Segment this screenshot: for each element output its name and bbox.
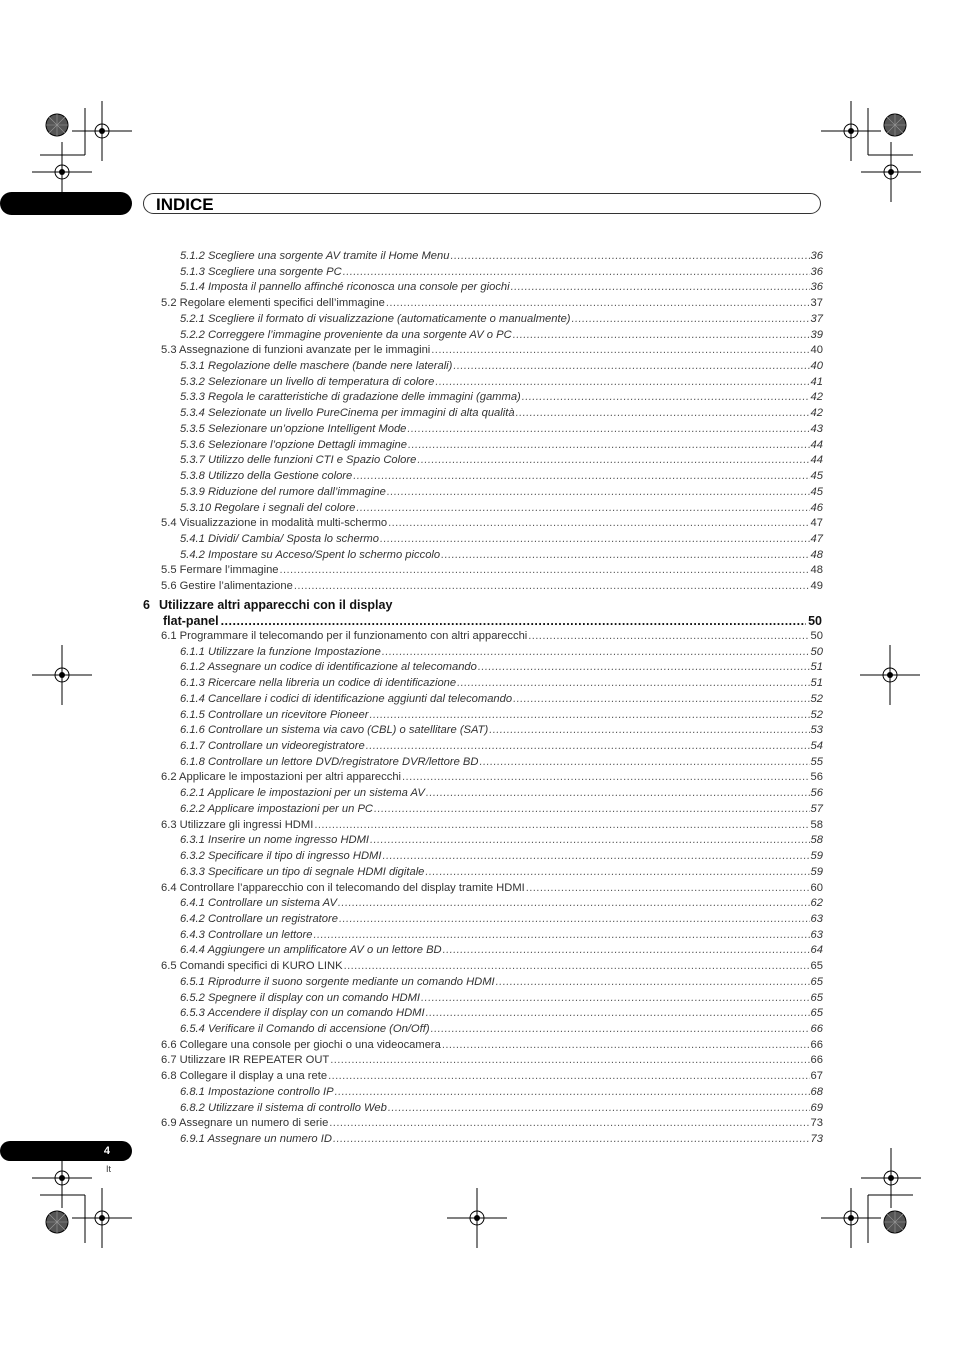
toc-entry-page: 66 — [810, 1038, 823, 1051]
dot-leader — [489, 722, 809, 738]
toc-entry-page: 58 — [810, 834, 823, 847]
dot-leader — [450, 248, 809, 264]
dot-leader — [313, 927, 809, 943]
dot-leader — [294, 578, 810, 594]
toc-entry[interactable] — [180, 374, 823, 390]
toc-entry[interactable] — [180, 437, 823, 453]
toc-entry[interactable] — [180, 311, 823, 327]
toc-entry-page: 69 — [810, 1101, 823, 1114]
dot-leader — [457, 675, 809, 691]
toc-entry[interactable] — [180, 832, 823, 848]
chapter-title-line1: Utilizzare altri apparecchi con il display — [159, 598, 393, 612]
toc-entry-page: 37 — [810, 297, 823, 310]
toc-entry-page: 65 — [810, 975, 823, 988]
toc-entry-page: 66 — [810, 1023, 823, 1035]
toc-entry-page: 47 — [810, 517, 823, 530]
toc-entry[interactable] — [180, 659, 823, 675]
toc-entry-label: 6.7 Utilizzare IR REPEATER OUT — [161, 1054, 330, 1067]
dot-leader — [408, 437, 810, 453]
dot-leader — [314, 817, 809, 833]
toc-entry[interactable] — [161, 515, 823, 531]
toc-entry[interactable] — [161, 295, 823, 311]
toc-entry-page: 48 — [810, 548, 823, 561]
toc-entry-label: 5.2 Regolare elementi specifici dell’immagine — [161, 297, 385, 310]
toc-entry-page: 58 — [810, 818, 823, 831]
toc-entry-label: 6.2 Applicare le impostazioni per altri apparecchi — [161, 771, 402, 784]
toc-entry[interactable] — [180, 547, 823, 563]
toc-entry-label: 5.3.6 Selezionare l’opzione Dettagli immagine — [180, 438, 407, 451]
toc-entry[interactable] — [161, 958, 823, 974]
toc-entry-page: 49 — [810, 580, 823, 593]
toc-entry[interactable] — [180, 1131, 823, 1147]
toc-entry-page: 59 — [810, 850, 823, 863]
dot-leader — [330, 1052, 809, 1068]
toc-entry-page: 45 — [810, 485, 823, 498]
dot-leader — [353, 468, 809, 484]
toc-entry-page: 52 — [810, 692, 823, 705]
toc-entry-page: 40 — [810, 360, 823, 373]
toc-entry-page: 36 — [810, 281, 823, 294]
toc-entry-page: 65 — [810, 1007, 823, 1020]
toc-entry-label: 6.1.2 Assegnare un codice di identificazione al telecomando — [180, 661, 477, 674]
toc-entry-page: 44 — [810, 438, 823, 451]
toc-entry[interactable] — [180, 911, 823, 927]
toc-entry[interactable] — [161, 1115, 823, 1131]
toc-entry-page: 45 — [810, 470, 823, 483]
toc-entry-page: 63 — [810, 912, 823, 925]
toc-entry-page: 41 — [810, 375, 823, 388]
toc-entry[interactable] — [161, 562, 823, 578]
toc-entry-page: 51 — [810, 677, 823, 690]
toc-entry-page: 50 — [810, 645, 823, 658]
toc-entry-page: 44 — [810, 454, 823, 467]
toc-entry-label: 6.8 Collegare il display a una rete — [161, 1070, 328, 1083]
toc-entry-page: 40 — [810, 344, 823, 357]
toc-entry-page: 50 — [810, 630, 823, 642]
toc-entry-page: 43 — [810, 422, 823, 435]
toc-entry[interactable] — [180, 531, 823, 547]
dot-leader — [417, 452, 809, 468]
toc-entry-label: 5.1.3 Scegliere una sorgente PC — [180, 265, 342, 278]
toc-entry-label: 6.2.2 Applicare impostazioni per un PC — [180, 802, 373, 815]
dot-leader — [380, 531, 810, 547]
toc-entry-page: 52 — [810, 708, 823, 721]
dot-leader — [328, 1068, 809, 1084]
page-title: INDICE — [156, 195, 214, 214]
toc-entry-page: 67 — [810, 1070, 823, 1083]
toc-entry-label: 6.4.1 Controllare un sistema AV — [180, 897, 337, 910]
chapter-number: 6 — [143, 598, 150, 612]
dot-leader — [528, 628, 809, 644]
toc-entry[interactable] — [180, 358, 823, 374]
toc-entry[interactable] — [180, 279, 823, 295]
toc-entry-page: 56 — [810, 787, 823, 800]
toc-entry-label: 5.3.10 Regolare i segnali del colore — [180, 501, 356, 514]
toc-entry-label: 6.4.4 Aggiungere un amplificatore AV o un lettore BD — [180, 944, 442, 957]
toc-entry[interactable] — [180, 738, 823, 754]
toc-entry[interactable] — [180, 264, 823, 280]
chapter-title-line2: flat-panel — [163, 614, 219, 628]
toc-entry-page: 73 — [810, 1117, 823, 1130]
language-code: It — [106, 1164, 112, 1174]
toc-entry[interactable] — [180, 644, 823, 660]
toc-entry-label: 6.1.5 Controllare un ricevitore Pioneer — [180, 708, 369, 721]
dot-leader — [402, 769, 810, 785]
toc-entry-label: 6.1.1 Utilizzare la funzione Impostazione — [180, 645, 381, 658]
toc-entry-label: 5.3.4 Selezionate un livello PureCinema per immagini di alta qualità — [180, 407, 515, 420]
chapter-tab — [12, 192, 132, 215]
dot-leader — [426, 1005, 810, 1021]
toc-entry-label: 6.8.2 Utilizzare il sistema di controllo Web — [180, 1101, 387, 1114]
toc-entry-page: 63 — [810, 928, 823, 941]
toc-entry[interactable] — [180, 785, 823, 801]
dot-leader — [522, 389, 810, 405]
toc-entry-page: 57 — [810, 802, 823, 815]
toc-entry-label: 6.8.1 Impostazione controllo IP — [180, 1085, 334, 1098]
toc-entry-label: 5.5 Fermare l’immagine — [161, 564, 279, 577]
toc-entry-page: 73 — [810, 1133, 823, 1146]
toc-entry[interactable] — [180, 691, 823, 707]
toc-entry[interactable] — [180, 389, 823, 405]
toc-entry-label: 5.3.5 Selezionare un’opzione Intelligent Mode — [180, 422, 407, 435]
toc-entry[interactable] — [161, 1052, 823, 1068]
dot-leader — [329, 1115, 809, 1131]
toc-entry[interactable] — [180, 1100, 823, 1116]
toc-entry-label: 6.4.2 Controllare un registratore — [180, 912, 338, 925]
toc-entry-label: 5.3 Assegnazione di funzioni avanzate per le immagini — [161, 344, 431, 357]
toc-entry[interactable] — [161, 1068, 823, 1084]
dot-leader — [442, 1037, 810, 1053]
toc-entry[interactable] — [161, 817, 823, 833]
toc-entry-page: 53 — [810, 724, 823, 737]
toc-entry-label: 6.4.3 Controllare un lettore — [180, 928, 313, 941]
dot-leader — [513, 691, 809, 707]
toc-entry-page: 66 — [810, 1054, 823, 1067]
dot-leader — [335, 1084, 810, 1100]
toc-entry[interactable] — [161, 578, 823, 594]
dot-leader — [526, 880, 810, 896]
toc-entry[interactable] — [180, 927, 823, 943]
toc-entry-label: 5.3.2 Selezionare un livello di temperatura di colore — [180, 375, 435, 388]
toc-entry-page: 62 — [810, 897, 823, 910]
dot-leader — [425, 864, 809, 880]
toc-entry-label: 6.5.4 Verificare il Comando di accensione (On/Off) — [180, 1023, 430, 1035]
toc-entry-page: 46 — [810, 501, 823, 514]
dot-leader — [356, 500, 809, 516]
toc-entry-page: 42 — [810, 407, 823, 420]
dot-leader — [366, 738, 810, 754]
toc-entry-label: 6.4 Controllare l’apparecchio con il telecomando del display tramite HDMI — [161, 881, 525, 894]
toc-entry-label: 6.5.3 Accendere il display con un comando HDMI — [180, 1007, 425, 1020]
toc-entry-label: 5.2.2 Correggere l’immagine proveniente da una sorgente AV o PC — [180, 328, 512, 341]
dot-leader — [338, 895, 810, 911]
toc-entry-label: 6.1.6 Controllare un sistema via cavo (CBL) o satellitare (SAT) — [180, 724, 489, 737]
toc-entry-label: 6.9.1 Assegnare un numero ID — [180, 1133, 332, 1146]
toc-entry[interactable] — [180, 421, 823, 437]
toc-entry[interactable] — [180, 864, 823, 880]
toc-entry[interactable] — [180, 754, 823, 770]
dot-leader — [388, 515, 809, 531]
toc-entry[interactable] — [180, 675, 823, 691]
dot-leader — [333, 1131, 810, 1147]
toc-entry-label: 5.3.7 Utilizzo delle funzioni CTI e Spazio Colore — [180, 454, 417, 467]
toc-entry-label: 5.4 Visualizzazione in modalità multi-schermo — [161, 517, 388, 530]
dot-leader — [387, 484, 810, 500]
header-bar — [143, 193, 821, 214]
toc-entry-page: 37 — [810, 312, 823, 325]
toc-entry[interactable] — [180, 974, 823, 990]
dot-leader — [479, 754, 809, 770]
toc-entry-label: 5.4.2 Impostare su Acceso/Spent lo schermo piccolo — [180, 548, 441, 561]
dot-leader — [511, 279, 810, 295]
toc-entry[interactable] — [161, 342, 823, 358]
toc-entry[interactable] — [180, 500, 823, 516]
dot-leader — [343, 264, 810, 280]
toc-entry[interactable] — [180, 327, 823, 343]
dot-leader — [426, 785, 810, 801]
dot-leader — [453, 358, 809, 374]
toc-entry[interactable] — [180, 484, 823, 500]
toc-entry[interactable] — [180, 1005, 823, 1021]
toc-entry-page: 59 — [810, 865, 823, 878]
toc-entry-page: 55 — [810, 755, 823, 768]
toc-entry-page: 68 — [810, 1085, 823, 1098]
toc-entry-label: 6.5.2 Spegnere il display con un comando HDMI — [180, 991, 421, 1004]
toc-entry[interactable] — [161, 880, 823, 896]
dot-leader — [496, 974, 810, 990]
dot-leader — [435, 374, 809, 390]
page-number: 4 — [103, 1145, 110, 1157]
toc-entry[interactable] — [161, 628, 823, 644]
toc-entry[interactable] — [180, 1021, 823, 1037]
toc-entry[interactable] — [180, 990, 823, 1006]
toc-entry-page: 39 — [810, 328, 823, 341]
toc-entry[interactable] — [180, 895, 823, 911]
dot-leader — [443, 942, 810, 958]
toc-entry-label: 6.1.7 Controllare un videoregistratore — [180, 740, 365, 753]
toc-entry-label: 5.3.1 Regolazione delle maschere (bande nere laterali) — [180, 360, 453, 373]
toc-entry-label: 6.1.3 Ricercare nella libreria un codice di identificazione — [180, 677, 457, 690]
toc-entry-page: 42 — [810, 391, 823, 404]
dot-leader — [344, 958, 810, 974]
toc-entry-page: 65 — [810, 991, 823, 1004]
toc-entry-label: 6.3.3 Specificare un tipo di segnale HDMI digitale — [180, 865, 425, 878]
dot-leader — [513, 327, 810, 343]
toc-entry-page: 54 — [810, 740, 823, 753]
dot-leader — [388, 1100, 810, 1116]
page-tab — [12, 1141, 132, 1161]
dot-leader — [370, 832, 810, 848]
toc-entry-label: 5.3.8 Utilizzo della Gestione colore — [180, 470, 353, 483]
toc-entry-label: 6.2.1 Applicare le impostazioni per un sistema AV — [180, 787, 425, 800]
toc-entry[interactable] — [161, 769, 823, 785]
toc-entry-page: 60 — [810, 881, 823, 894]
dot-leader — [572, 311, 810, 327]
toc-entry-page: 64 — [810, 944, 823, 957]
toc-entry[interactable] — [180, 1084, 823, 1100]
toc-entry-label: 5.6 Gestire l’alimentazione — [161, 580, 293, 593]
dot-leader — [374, 801, 810, 817]
toc-entry-page: 65 — [810, 960, 823, 973]
dot-leader — [431, 342, 809, 358]
dot-leader — [441, 547, 809, 563]
dot-leader — [478, 659, 810, 675]
toc-entry-page: 47 — [810, 532, 823, 545]
chapter-6-heading[interactable] — [143, 597, 392, 614]
toc-entry-label: 5.3.9 Riduzione del rumore dall’immagine — [180, 485, 386, 498]
dot-leader — [382, 644, 810, 660]
toc-entry[interactable] — [180, 848, 823, 864]
toc-entry[interactable] — [180, 248, 823, 264]
dot-leader — [516, 405, 810, 421]
dot-leader — [421, 990, 810, 1006]
toc-entry-label: 6.5.1 Riprodurre il suono sorgente mediante un comando HDMI — [180, 975, 495, 988]
toc-entry[interactable] — [180, 801, 823, 817]
toc-entry-page: 51 — [810, 661, 823, 674]
toc-entry-page: 36 — [810, 265, 823, 278]
toc-entry-label: 6.3 Utilizzare gli ingressi HDMI — [161, 818, 314, 831]
toc-entry-label: 5.1.2 Scegliere una sorgente AV tramite il Home Menu — [180, 250, 450, 262]
toc-entry-label: 6.3.1 Inserire un nome ingresso HDMI — [180, 834, 370, 847]
dot-leader — [382, 848, 809, 864]
dot-leader — [386, 295, 810, 311]
toc-entry-label: 5.2.1 Scegliere il formato di visualizzazione (automaticamente o manualmente) — [180, 312, 571, 325]
toc-entry-page: 36 — [810, 250, 823, 262]
dot-leader — [369, 707, 809, 723]
dot-leader — [407, 421, 809, 437]
toc-entry-label: 6.9 Assegnare un numero di serie — [161, 1117, 329, 1130]
toc-entry[interactable] — [180, 942, 823, 958]
dot-leader — [280, 562, 810, 578]
toc-entry-page: 56 — [810, 771, 823, 784]
toc-entry[interactable] — [180, 468, 823, 484]
dot-leader — [339, 911, 810, 927]
toc-entry-label: 5.4.1 Dividi/ Cambia/ Sposta lo schermo — [180, 532, 379, 545]
toc-entry-page: 48 — [810, 564, 823, 577]
toc-entry-label: 6.1 Programmare il telecomando per il funzionamento con altri apparecchi — [161, 630, 528, 642]
toc-entry-label: 5.1.4 Imposta il pannello affinché riconosca una console per giochi — [180, 281, 510, 294]
toc-entry-label: 6.1.4 Cancellare i codici di identificazione aggiunti dal telecomando — [180, 692, 513, 705]
toc-entry[interactable] — [161, 1037, 823, 1053]
toc-entry-label: 6.3.2 Specificare il tipo di ingresso HDMI — [180, 850, 382, 863]
toc-entry[interactable] — [180, 405, 823, 421]
toc-entry-label: 6.1.8 Controllare un lettore DVD/registratore DVR/lettore BD — [180, 755, 479, 768]
toc-entry-label: 6.5 Comandi specifici di KURO LINK — [161, 960, 343, 973]
toc-entry[interactable] — [180, 722, 823, 738]
dot-leader — [431, 1021, 810, 1037]
toc-entry-label: 6.6 Collegare una console per giochi o una videocamera — [161, 1038, 441, 1051]
toc-entry-label: 5.3.3 Regola le caratteristiche di gradazione delle immagini (gamma) — [180, 391, 521, 404]
chapter-page: 50 — [808, 614, 822, 628]
toc-entry[interactable] — [180, 452, 823, 468]
toc-entry[interactable] — [180, 707, 823, 723]
